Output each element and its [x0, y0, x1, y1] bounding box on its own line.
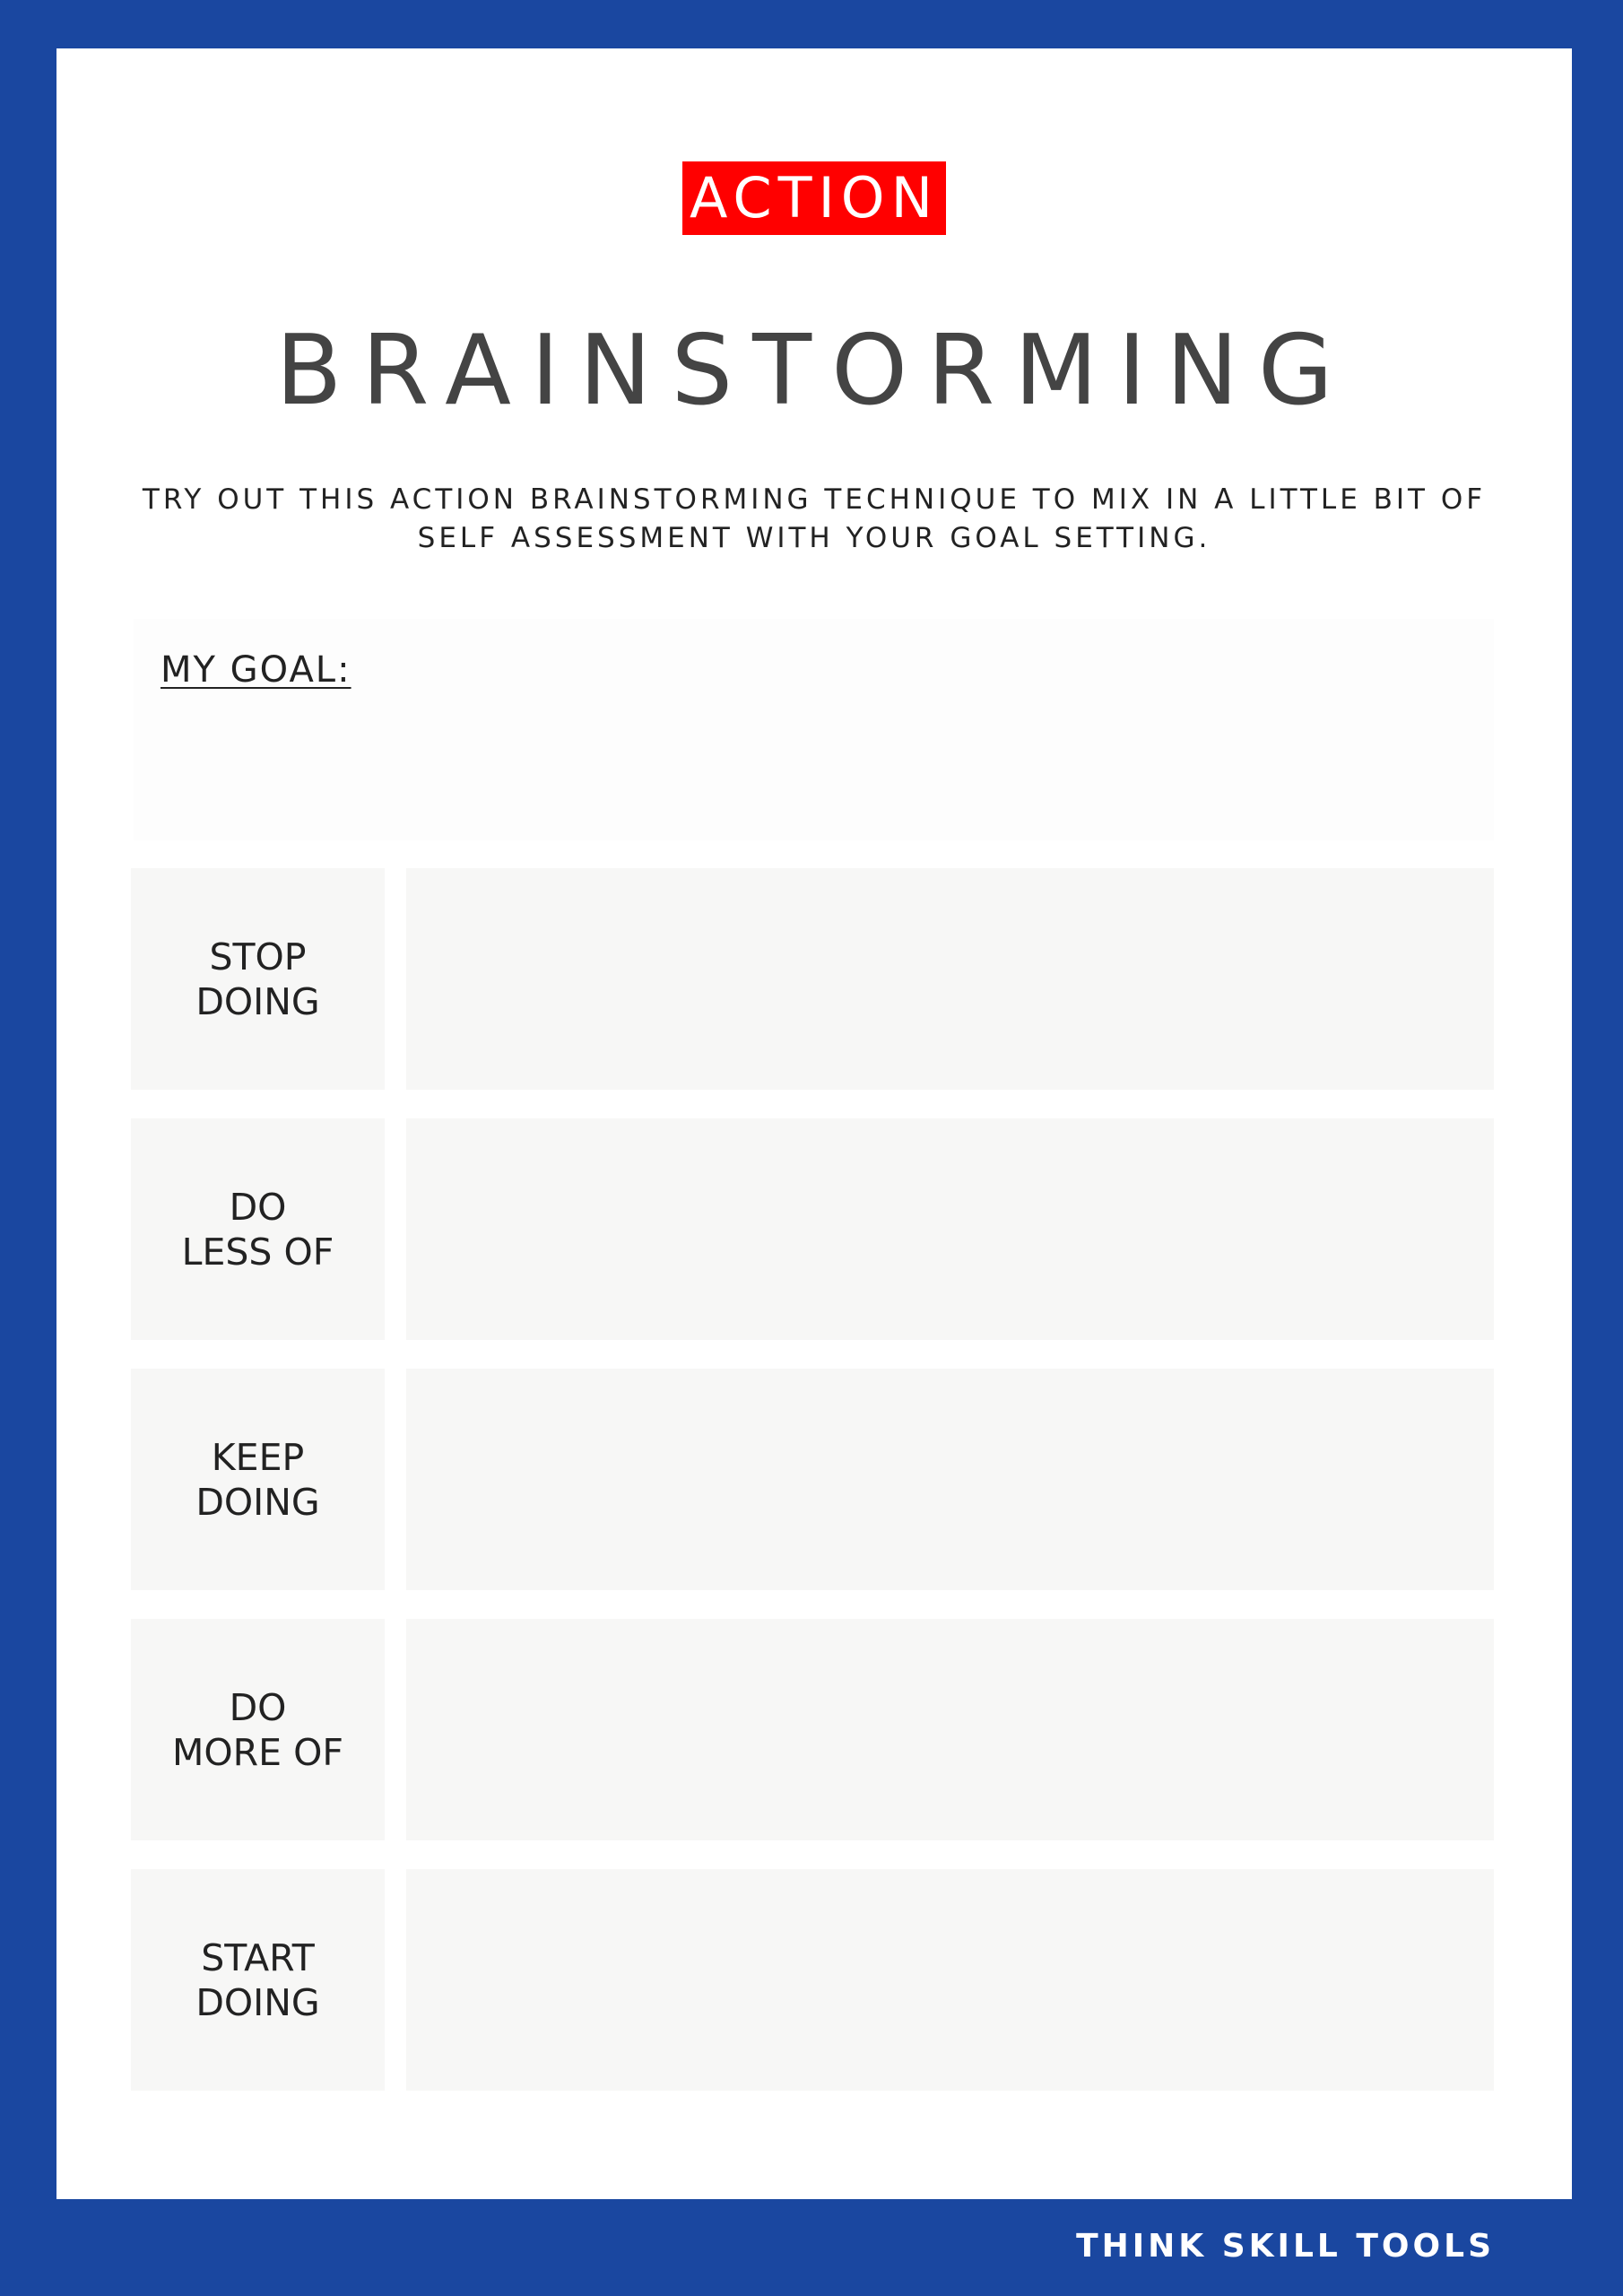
page-subtitle: TRY OUT THIS ACTION BRAINSTORMING TECHNIQUE TO MIX IN A LITTLE BIT OF SELF ASSESSMENT WITH YOUR GOAL SETTING.: [142, 483, 1487, 554]
page-title: BRAINSTORMING: [275, 315, 1353, 427]
row-field-do-less-of[interactable]: [406, 1118, 1494, 1340]
row-label-text: START DOING: [195, 1935, 320, 2024]
row-label-do-less-of: [131, 1118, 385, 1340]
goal-label: MY GOAL:: [161, 649, 352, 691]
row-label-start-doing: [131, 1869, 385, 2091]
row-label-text: STOP DOING: [195, 935, 320, 1023]
row-label-stop-doing: [131, 868, 385, 1090]
row-field-keep-doing[interactable]: [406, 1369, 1494, 1590]
row-label-text: DO LESS OF: [181, 1185, 334, 1274]
goal-field[interactable]: [134, 619, 1494, 840]
row-field-do-more-of[interactable]: [406, 1619, 1494, 1840]
row-field-start-doing[interactable]: [406, 1869, 1494, 2091]
row-label-text: DO MORE OF: [172, 1685, 343, 1774]
brand-footer: THINK SKILL TOOLS: [1076, 2228, 1495, 2265]
action-badge: ACTION: [682, 161, 946, 235]
row-field-stop-doing[interactable]: [406, 868, 1494, 1090]
row-label-text: KEEP DOING: [195, 1435, 320, 1524]
row-label-keep-doing: [131, 1369, 385, 1590]
row-label-do-more-of: [131, 1619, 385, 1840]
worksheet-page: [56, 48, 1572, 2199]
